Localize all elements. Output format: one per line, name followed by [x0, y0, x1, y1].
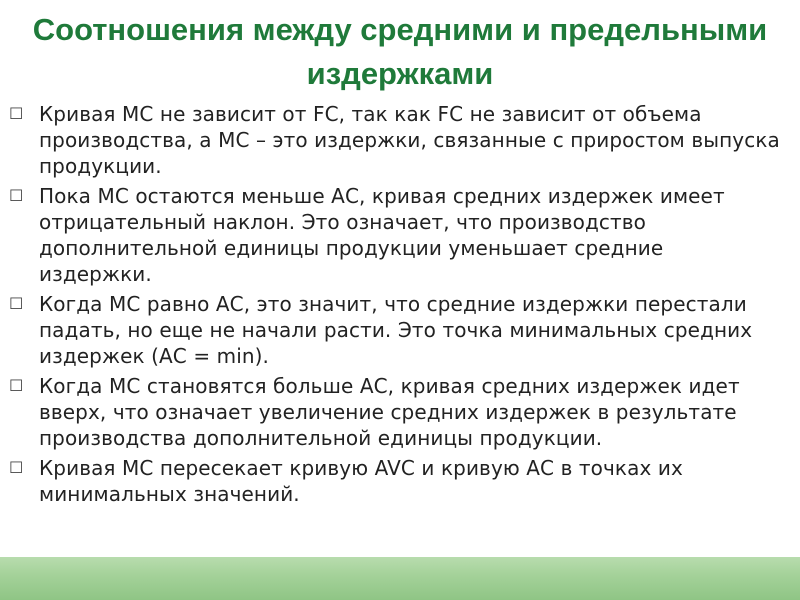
bullet-item [0, 291, 800, 369]
bullet-text: Пока МС остаются меньше АС, кривая средних издержек имеет отрицательный наклон. Это означает, что производство дополнительной единицы продукции уменьшает средние издержки. [39, 184, 725, 286]
bullet-item [0, 183, 800, 287]
bullet-text: Когда МС равно АС, это значит, что средние издержки перестали падать, но еще не начали расти. Это точка минимальных средних издержек (АС = min). [39, 292, 753, 368]
bullet-item [0, 455, 800, 507]
bullet-text: Когда МС становятся больше АС, кривая средних издержек идет вверх, что означает увеличение средних издержек в результате производства дополнительной единицы продукции. [39, 374, 740, 450]
slide-title: Соотношения между средними и предельными издержками [32, 12, 768, 91]
bullet-list [0, 101, 800, 511]
checkbox-bullet-icon: ☐ [9, 376, 24, 395]
bullet-item [0, 101, 800, 179]
bullet-item [0, 373, 800, 451]
checkbox-bullet-icon: ☐ [9, 186, 24, 205]
bullet-text: Кривая МС не зависит от FC, так как FC не зависит от объема производства, а МС – это издержки, связанные с приростом выпуска продукции. [39, 102, 780, 178]
bullet-text: Кривая МС пересекает кривую AVC и кривую АС в точках их минимальных значений. [39, 456, 683, 506]
checkbox-bullet-icon: ☐ [9, 104, 24, 123]
checkbox-bullet-icon: ☐ [9, 458, 24, 477]
checkbox-bullet-icon: ☐ [9, 294, 24, 313]
footer-decorative-bar [0, 557, 800, 600]
